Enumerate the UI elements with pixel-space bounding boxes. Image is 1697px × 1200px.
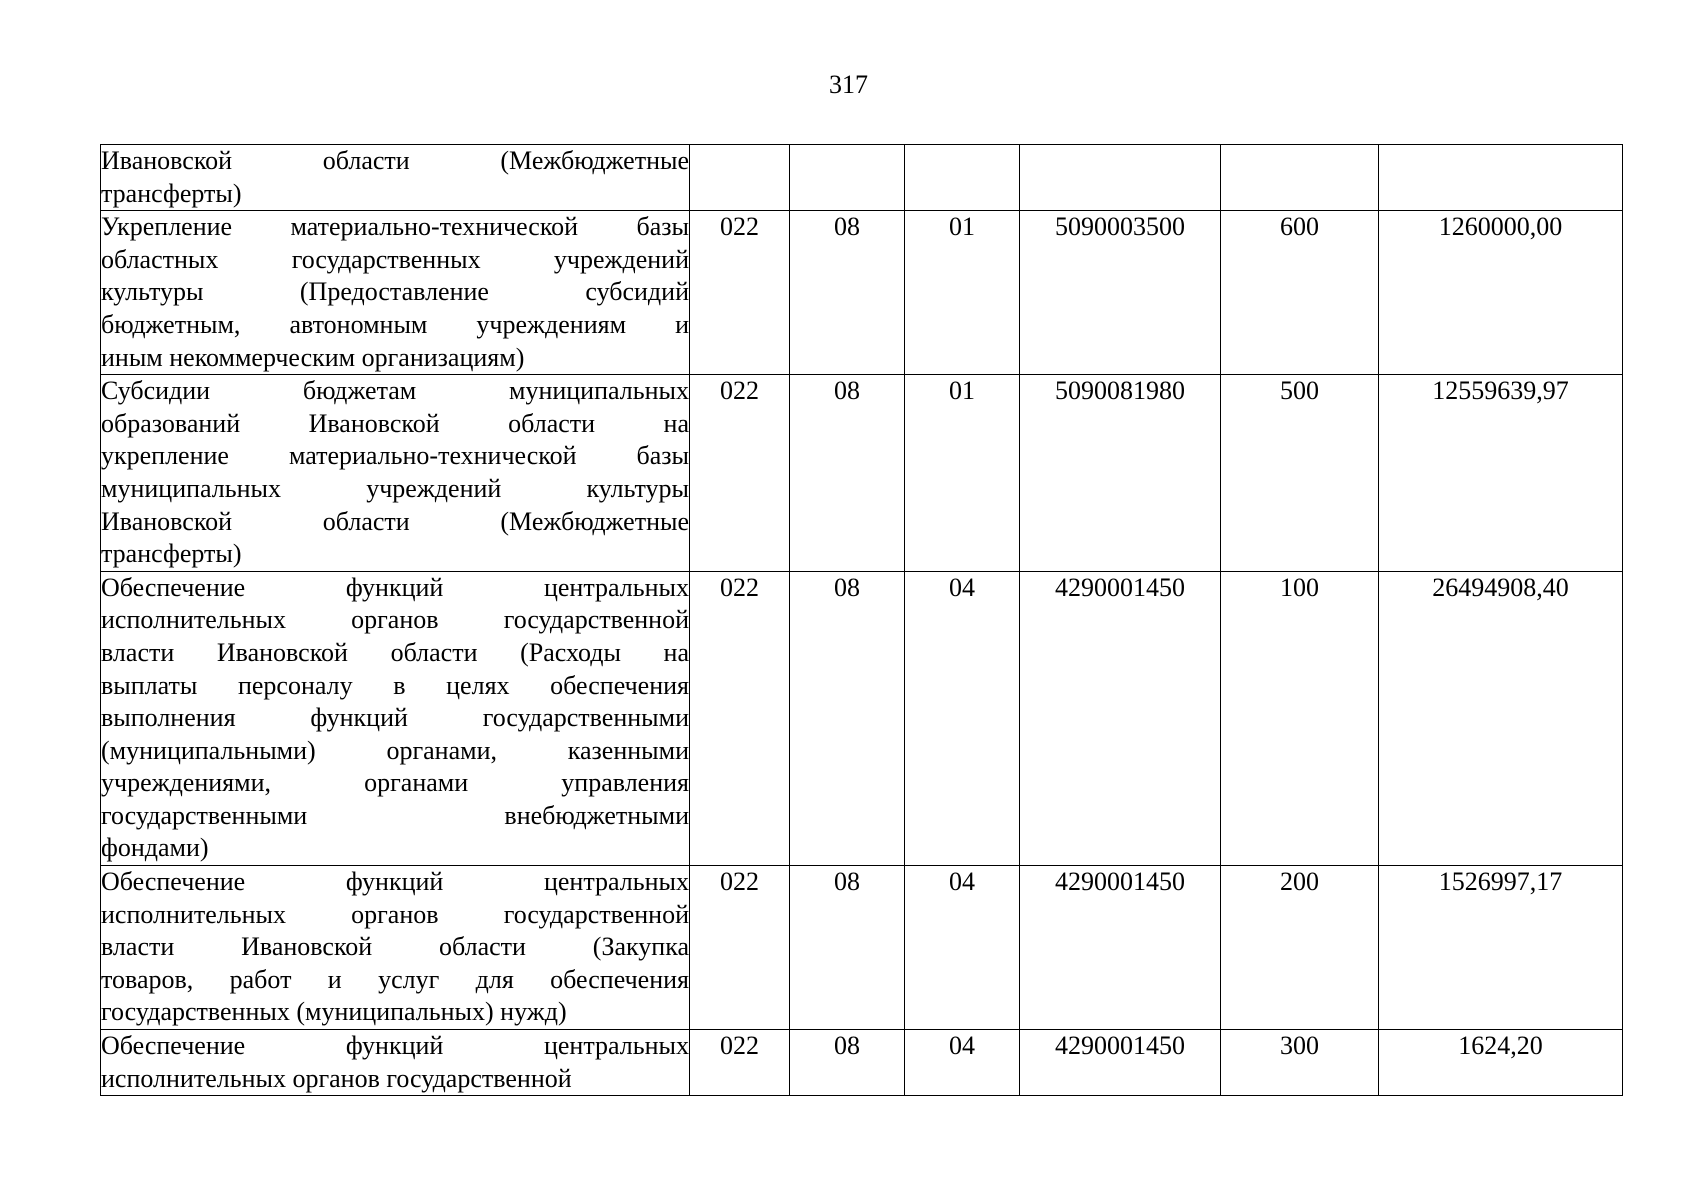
description-cell — [101, 211, 690, 375]
section-code-cell: 08 — [790, 375, 905, 572]
description-line: исполнительных органов государственной — [101, 899, 689, 929]
expense-type-cell: 300 — [1221, 1030, 1379, 1096]
description-line: Обеспечение функций центральных — [101, 867, 689, 897]
description-line: Обеспечение функций центральных — [101, 1031, 689, 1061]
ministry-code-cell — [690, 145, 790, 211]
expense-type-cell: 600 — [1221, 211, 1379, 375]
description-line: власти Ивановской области (Расходы на — [101, 637, 689, 667]
target-article-cell — [1020, 145, 1221, 211]
ministry-code-cell: 022 — [690, 211, 790, 375]
description-line: (муниципальными) органами, казенными — [101, 735, 689, 765]
amount-cell: 1624,20 — [1379, 1030, 1623, 1096]
description-cell — [101, 571, 690, 865]
subsection-code-cell: 04 — [905, 1030, 1020, 1096]
description-cell — [101, 1030, 690, 1096]
subsection-code-cell: 04 — [905, 571, 1020, 865]
description-line: Обеспечение функций центральных — [101, 572, 689, 602]
table-row — [101, 375, 1623, 572]
description-cell — [101, 375, 690, 572]
amount-cell: 26494908,40 — [1379, 571, 1623, 865]
table-row — [101, 1030, 1623, 1096]
description-line: государственными внебюджетными — [101, 800, 689, 830]
description-line: культуры (Предоставление субсидий — [101, 277, 689, 307]
description-line: Субсидии бюджетам муниципальных — [101, 376, 689, 406]
description-line: учреждениями, органами управления — [101, 768, 689, 798]
expense-type-cell — [1221, 145, 1379, 211]
budget-table — [100, 144, 1623, 1096]
subsection-code-cell: 01 — [905, 211, 1020, 375]
ministry-code-cell: 022 — [690, 866, 790, 1030]
table-body — [101, 145, 1623, 1096]
amount-cell — [1379, 145, 1623, 211]
description-line: Ивановской области (Межбюджетные — [101, 506, 689, 536]
target-article-cell: 4290001450 — [1020, 866, 1221, 1030]
expense-type-cell: 500 — [1221, 375, 1379, 572]
table-row — [101, 571, 1623, 865]
ministry-code-cell: 022 — [690, 571, 790, 865]
description-line: трансферты) — [101, 539, 242, 569]
description-line: Укрепление материально-технической базы — [101, 212, 689, 242]
section-code-cell: 08 — [790, 1030, 905, 1096]
description-line: фондами) — [101, 833, 209, 863]
description-line: образований Ивановской области на — [101, 408, 689, 438]
description-line: государственных (муниципальных) нужд) — [101, 997, 567, 1027]
target-article-cell: 4290001450 — [1020, 571, 1221, 865]
section-code-cell: 08 — [790, 571, 905, 865]
description-line: исполнительных органов государственной — [101, 1063, 572, 1093]
target-article-cell: 5090003500 — [1020, 211, 1221, 375]
amount-cell: 1260000,00 — [1379, 211, 1623, 375]
description-line: власти Ивановской области (Закупка — [101, 932, 689, 962]
page-number: 317 — [829, 70, 868, 99]
table-row — [101, 211, 1623, 375]
section-code-cell — [790, 145, 905, 211]
description-line: товаров, работ и услуг для обеспечения — [101, 964, 689, 994]
subsection-code-cell: 01 — [905, 375, 1020, 572]
expense-type-cell: 100 — [1221, 571, 1379, 865]
description-line: выплаты персоналу в целях обеспечения — [101, 670, 689, 700]
table-row — [101, 145, 1623, 211]
subsection-code-cell — [905, 145, 1020, 211]
amount-cell: 1526997,17 — [1379, 866, 1623, 1030]
ministry-code-cell: 022 — [690, 375, 790, 572]
description-cell — [101, 866, 690, 1030]
description-line: трансферты) — [101, 178, 242, 208]
description-line: муниципальных учреждений культуры — [101, 473, 689, 503]
description-line: укрепление материально-технической базы — [101, 441, 689, 471]
subsection-code-cell: 04 — [905, 866, 1020, 1030]
expense-type-cell: 200 — [1221, 866, 1379, 1030]
target-article-cell: 5090081980 — [1020, 375, 1221, 572]
section-code-cell: 08 — [790, 211, 905, 375]
description-line: бюджетным, автономным учреждениям и — [101, 309, 689, 339]
section-code-cell: 08 — [790, 866, 905, 1030]
description-line: выполнения функций государственными — [101, 703, 689, 733]
ministry-code-cell: 022 — [690, 1030, 790, 1096]
description-cell — [101, 145, 690, 211]
description-line: иным некоммерческим организациям) — [101, 342, 525, 372]
description-line: исполнительных органов государственной — [101, 605, 689, 635]
amount-cell: 12559639,97 — [1379, 375, 1623, 572]
table-row — [101, 866, 1623, 1030]
description-line: областных государственных учреждений — [101, 244, 689, 274]
description-line: Ивановской области (Межбюджетные — [101, 146, 689, 175]
target-article-cell: 4290001450 — [1020, 1030, 1221, 1096]
